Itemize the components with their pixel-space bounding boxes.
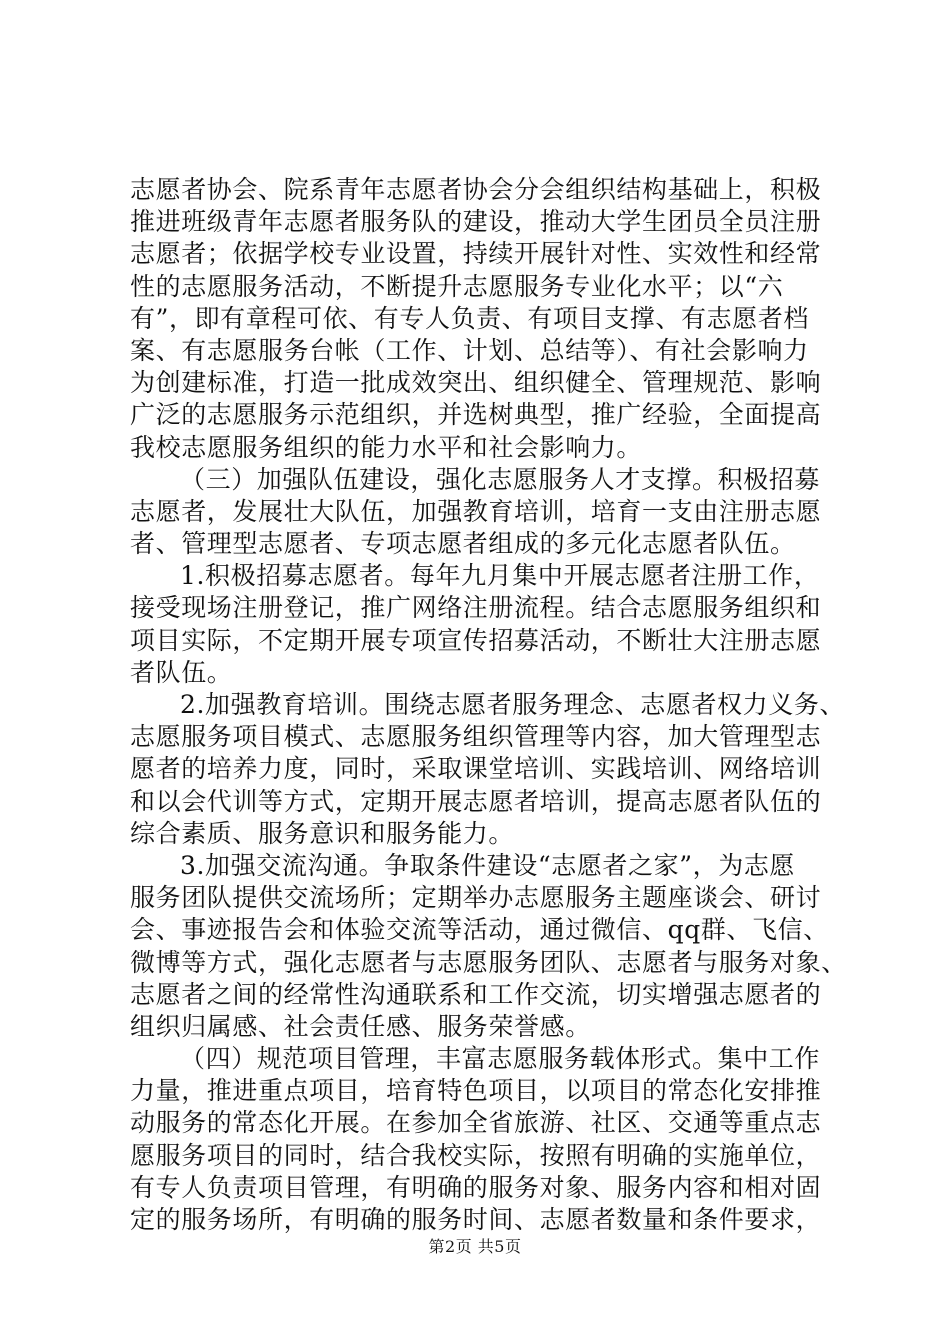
- body-line: 广泛的志愿服务示范组织，并选树典型，推广经验，全面提高: [130, 400, 822, 430]
- body-line: 为创建标准，打造一批成效突出、组织健全、管理规范、影响: [130, 368, 822, 398]
- item-heading-1: 1.积极招募志愿者。每年九月集中开展志愿者注册工作，: [180, 561, 820, 591]
- section-heading-4: （四）规范项目管理，丰富志愿服务载体形式。集中工作: [180, 1044, 821, 1074]
- body-line: 和以会代训等方式，定期开展志愿者培训，提高志愿者队伍的: [130, 786, 822, 816]
- section-heading-3: （三）加强队伍建设，强化志愿服务人才支撑。积极招募: [180, 464, 821, 494]
- body-line: 志愿者之间的经常性沟通联系和工作交流，切实增强志愿者的: [130, 979, 822, 1009]
- body-line: 服务团队提供交流场所；定期举办志愿服务主题座谈会、研讨: [130, 883, 822, 913]
- body-line: 愿者的培养力度，同时，采取课堂培训、实践培训、网络培训: [130, 754, 822, 784]
- document-body: [130, 174, 847, 1236]
- body-line: 力量，推进重点项目，培育特色项目，以项目的常态化安排推: [130, 1076, 822, 1106]
- body-line: 推进班级青年志愿者服务队的建设，推动大学生团员全员注册: [130, 207, 822, 237]
- body-line: 接受现场注册登记，推广网络注册流程。结合志愿服务组织和: [130, 593, 822, 623]
- body-line: 愿服务项目的同时，结合我校实际，按照有明确的实施单位，: [130, 1140, 822, 1170]
- body-line: 组织归属感、社会责任感、服务荣誉感。: [130, 1011, 591, 1041]
- body-line: 志愿服务项目模式、志愿服务组织管理等内容，加大管理型志: [130, 722, 822, 752]
- body-line: 定的服务场所，有明确的服务时间、志愿者数量和条件要求，: [130, 1205, 822, 1234]
- body-line: 性的志愿服务活动，不断提升志愿服务专业化水平；以“六: [130, 271, 784, 301]
- body-line: 项目实际，不定期开展专项宣传招募活动，不断壮大注册志愿: [130, 625, 822, 655]
- body-line: 微博等方式，强化志愿者与志愿服务团队、志愿者与服务对象、: [130, 947, 847, 977]
- body-line: 我校志愿服务组织的能力水平和社会影响力。: [130, 432, 643, 462]
- page-number-footer: 第2页 共5页: [428, 1237, 522, 1256]
- body-line: 有”，即有章程可依、有专人负责、有项目支撑、有志愿者档: [130, 303, 809, 333]
- body-line: 者、管理型志愿者、专项志愿者组成的多元化志愿者队伍。: [130, 529, 796, 559]
- body-line: 志愿者协会、院系青年志愿者协会分会组织结构基础上，积极: [130, 175, 822, 204]
- body-line: 者队伍。: [130, 657, 233, 687]
- item-heading-2: 2.加强教育培训。围绕志愿者服务理念、志愿者权力义务、: [180, 690, 846, 719]
- body-line: 会、事迹报告会和体验交流等活动，通过微信、qq群、飞信、: [130, 915, 829, 945]
- body-line: 综合素质、服务意识和服务能力。: [130, 818, 515, 848]
- body-line: 志愿者，发展壮大队伍，加强教育培训，培育一支由注册志愿: [130, 496, 822, 526]
- body-line: 志愿者；依据学校专业设置，持续开展针对性、实效性和经常: [130, 239, 822, 269]
- body-line: 案、有志愿服务台帐（工作、计划、总结等）、有社会影响力: [130, 335, 809, 365]
- item-heading-3: 3.加强交流沟通。争取条件建设“志愿者之家”，为志愿: [180, 850, 796, 880]
- body-line: 有专人负责项目管理，有明确的服务对象、服务内容和相对固: [130, 1172, 822, 1202]
- body-line: 动服务的常态化开展。在参加全省旅游、社区、交通等重点志: [130, 1108, 822, 1138]
